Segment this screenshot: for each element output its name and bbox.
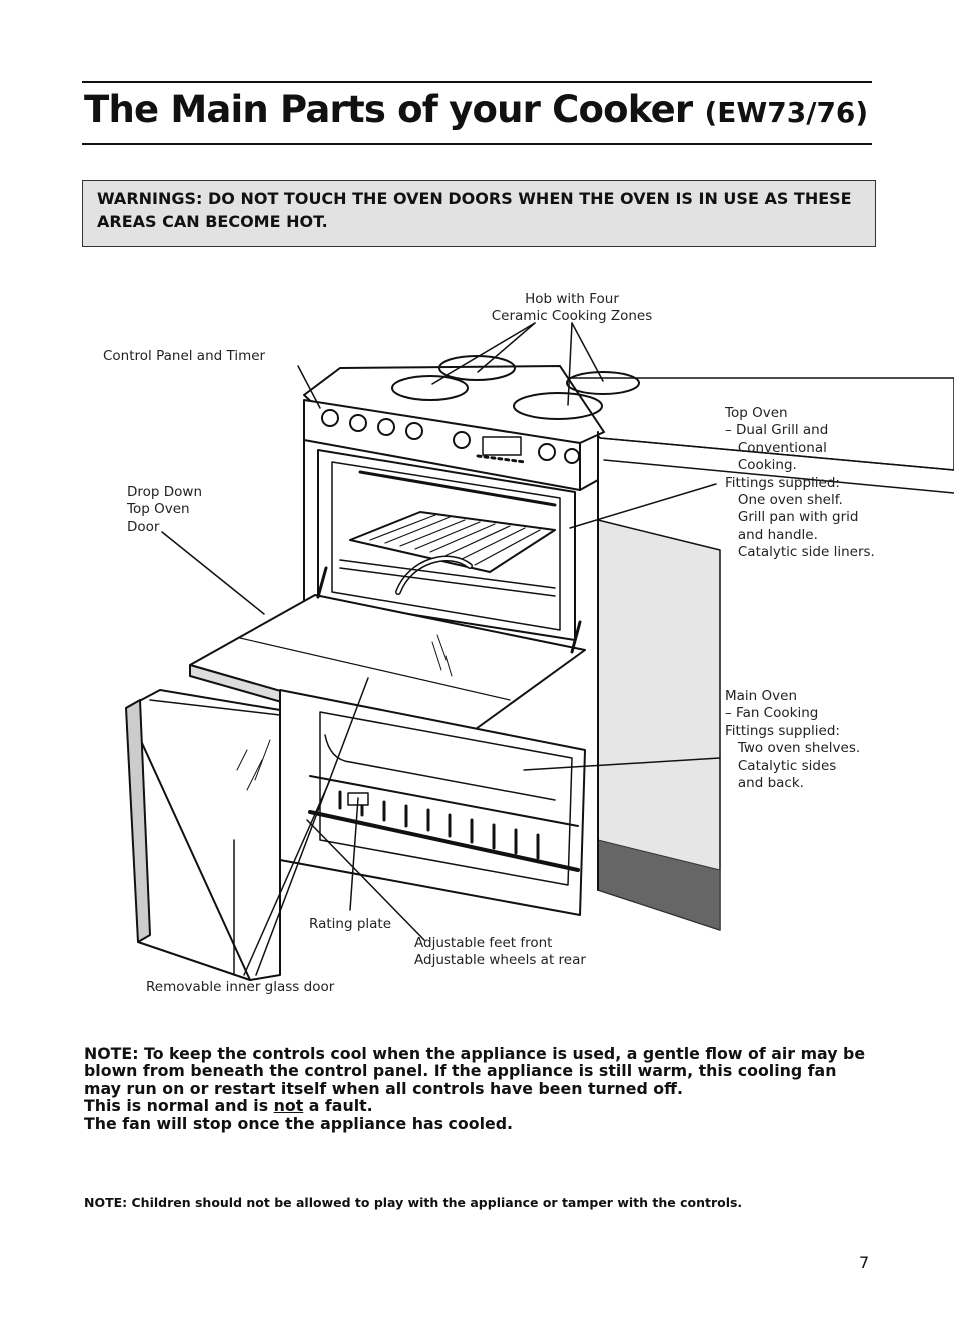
warning-line-1: WARNINGS: DO NOT TOUCH THE OVEN DOORS WHEN THE OVEN IS IN USE AS THESE — [97, 189, 852, 208]
label-top-oven: Top Oven – Dual Grill and Conventional Cooking. Fittings supplied: One oven shelf. Grill pan with grid and handle. Catalytic side liners. — [725, 405, 875, 561]
label-rating-plate: Rating plate — [309, 916, 392, 932]
cooling-note-line-1: NOTE: To keep the controls cool when the appliance is used, a gentle flow of air may be blown from beneath the control panel. If the appliance is still warm, this cooling fan may run on or restart itself when all controls have been turned off. — [84, 1044, 866, 1098]
label-control-panel: Control Panel and Timer — [103, 348, 266, 364]
label-main-oven: Main Oven – Fan Cooking Fittings supplied: Two oven shelves. Catalytic sides and back. — [725, 688, 861, 792]
children-note: NOTE: Children should not be allowed to play with the appliance or tamper with the controls. — [84, 1195, 743, 1210]
main-oven-cavity — [280, 690, 585, 915]
label-feet: Adjustable feet front Adjustable wheels at rear — [414, 935, 586, 969]
warning-line-2: AREAS CAN BECOME HOT. — [97, 212, 328, 231]
title-text: The Main Parts of your Cooker — [84, 88, 693, 131]
cooling-note-post: a fault. — [303, 1096, 373, 1116]
page-number: 7 — [859, 1253, 870, 1272]
cooling-note — [84, 1045, 874, 1132]
label-inner-glass-door: Removable inner glass door — [146, 979, 335, 995]
main-oven-door — [126, 690, 280, 980]
label-hob: Hob with Four Ceramic Cooking Zones — [491, 291, 653, 325]
title-model: (EW73/76) — [704, 96, 869, 129]
cooling-note-not: not — [273, 1096, 304, 1116]
cooling-note-line-3: The fan will stop once the appliance has cooled. — [84, 1113, 514, 1133]
label-drop-down-door: Drop Down Top Oven Door — [127, 484, 203, 535]
cooling-note-pre: This is normal and is — [84, 1096, 274, 1116]
cooling-note-line-2 — [84, 1097, 874, 1114]
